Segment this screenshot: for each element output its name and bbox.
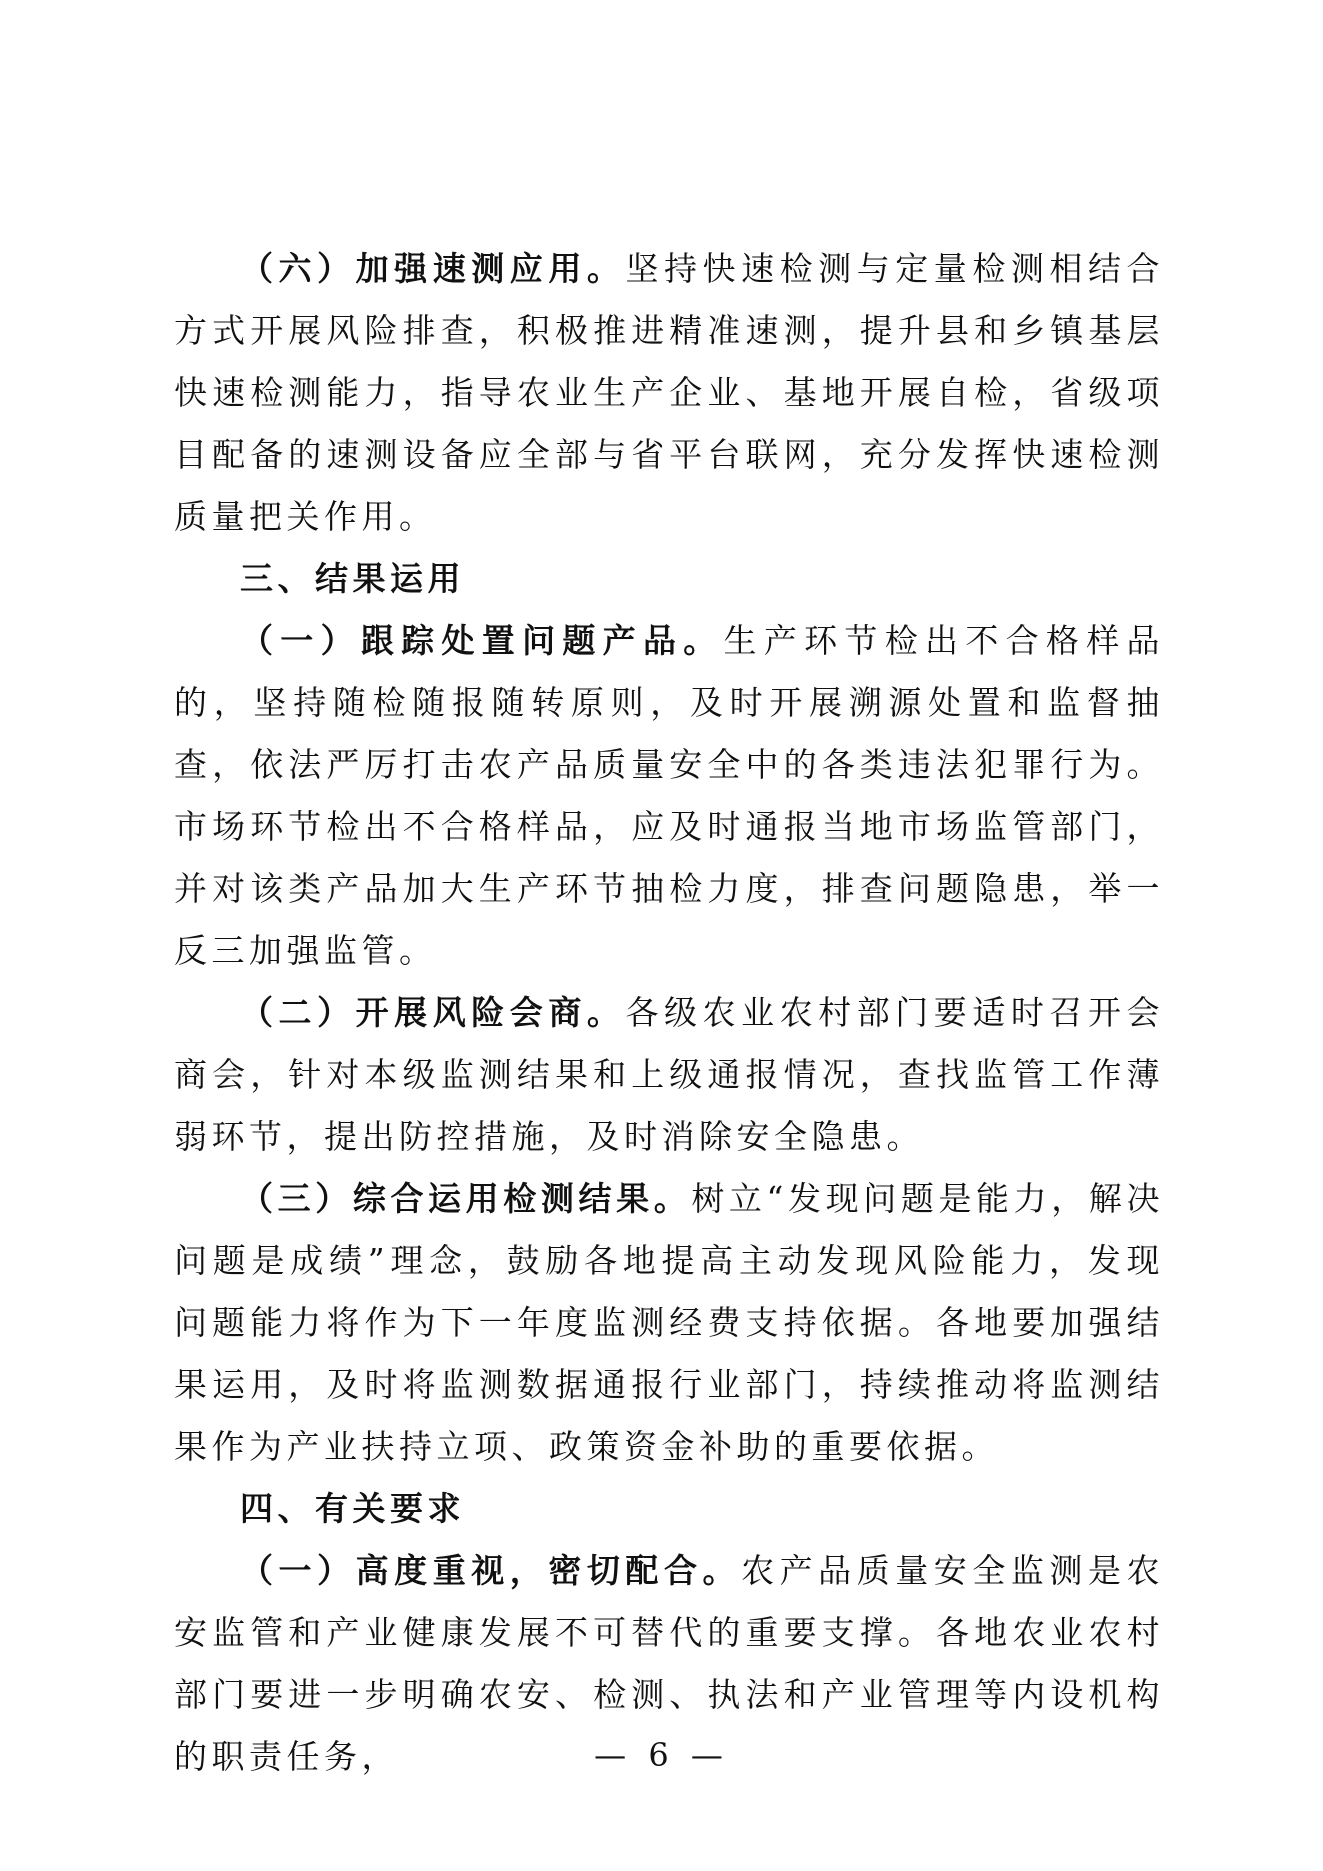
paragraph-lead: （二）开展风险会商。 <box>240 993 626 1032</box>
paragraph-lead: （一）跟踪处置问题产品。 <box>240 621 724 660</box>
paragraph-problem-products <box>174 610 1164 982</box>
section-heading-results: 三、结果运用 <box>240 559 465 598</box>
paragraph-lead: （一）高度重视，密切配合。 <box>240 1551 742 1590</box>
paragraph-text: 农产品质量安全监测是农安监管和产业健康发展不可替代的重要支撑。各地农业农村部门要进一步明确农安、检测、执法和产业管理等内设机构的职责任务， <box>174 1551 1165 1776</box>
section-heading-requirements: 四、有关要求 <box>240 1489 465 1528</box>
paragraph-rapid-testing <box>174 238 1164 548</box>
paragraph-lead: （六）加强速测应用。 <box>240 249 626 288</box>
paragraph-text: 各级农业农村部门要适时召开会商会，针对本级监测结果和上级通报情况，查找监管工作薄弱环节，提出防控措施，及时消除安全隐患。 <box>174 993 1165 1156</box>
paragraph-comprehensive-use <box>174 1168 1164 1478</box>
paragraph-text: 生产环节检出不合格样品的，坚持随检随报随转原则，及时开展溯源处置和监督抽查，依法严厉打击农产品质量安全中的各类违法犯罪行为。市场环节检出不合格样品，应及时通报当地市场监管部门，并对该类产品加大生产环节抽检力度，排查问题隐患，举一反三加强监管。 <box>174 621 1165 970</box>
page-number: — 6 — <box>594 1736 729 1774</box>
paragraph-text: 树立“发现问题是能力，解决问题是成绩”理念，鼓励各地提高主动发现风险能力，发现问题能力将作为下一年度监测经费支持依据。各地要加强结果运用，及时将监测数据通报行业部门，持续推动将监测结果作为产业扶持立项、政策资金补助的重要依据。 <box>174 1179 1164 1466</box>
document-body <box>174 238 1164 1788</box>
paragraph-text: 坚持快速检测与定量检测相结合方式开展风险排查，积极推进精准速测，提升县和乡镇基层快速检测能力，指导农业生产企业、基地开展自检，省级项目配备的速测设备应全部与省平台联网，充分发挥快速检测质量把关作用。 <box>174 249 1165 536</box>
paragraph-risk-consultation <box>174 982 1164 1168</box>
paragraph-lead: （三）综合运用检测结果。 <box>240 1179 692 1218</box>
